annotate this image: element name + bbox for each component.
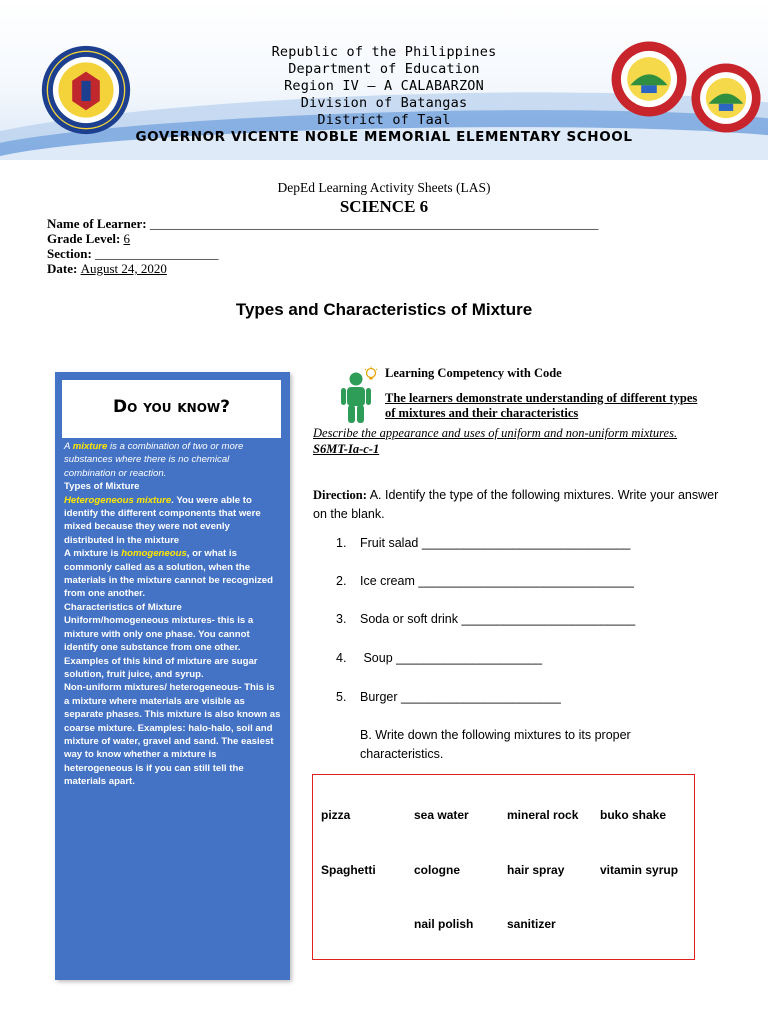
grade-value: 6 xyxy=(123,231,131,246)
characteristics-heading: Characteristics of Mixture xyxy=(64,601,182,613)
word-bank-item: sanitizer xyxy=(507,917,556,931)
competency-description: Describe the appearance and uses of uniform and non-uniform mixtures. S6MT-Ia-c-1 xyxy=(313,426,678,456)
do-you-know-heading: Do you know? xyxy=(113,397,230,417)
word-bank-item: Spaghetti xyxy=(321,863,376,877)
direction-text: Direction: A. Identify the type of the following mixtures. Write your answer on the blank. xyxy=(313,488,719,521)
word-bank-item: buko shake xyxy=(600,808,667,822)
grade-field xyxy=(47,231,130,247)
section-blank[interactable]: ___________________ xyxy=(95,246,219,261)
part-b-instruction: B. Write down the following mixtures to its proper characteristics. xyxy=(360,728,631,761)
heterogeneous-paragraph: Heterogeneous mixture. You were able to identify the different components that were mixed because they were not evenly distributed in the mixture xyxy=(64,494,261,546)
definition-paragraph: A mixture is a combination of two or more substances where there is no chemical combination or reaction. xyxy=(64,441,244,479)
las-title: DepEd Learning Activity Sheets (LAS) xyxy=(277,180,491,195)
word-bank-item: cologne xyxy=(414,863,461,877)
question-item[interactable]: 4. Soup _____________________ xyxy=(336,651,543,665)
word-bank-item: nail polish xyxy=(414,917,474,931)
competency-code: S6MT-Ia-c-1 xyxy=(313,441,380,456)
question-item[interactable]: 1. Fruit salad ______________________________ xyxy=(336,536,631,550)
name-label: Name of Learner: xyxy=(47,216,150,231)
non-uniform-paragraph: Non-uniform mixtures/ heterogeneous- This is a mixture where materials are visible as separate phases. This mixture is also known as coarse mixture. Examples: halo-halo, soil and mixture of water, gravel and sand. The easiest way to know whether a mixture is heterogeneous is if you can still tell the materials apart. xyxy=(64,682,281,788)
competency-title: Learning Competency with Code xyxy=(385,366,562,380)
homogeneous-paragraph: A mixture is homogeneous, or what is commonly called as a solution, when the materials in the mixture cannot be recognized from one another. xyxy=(64,548,273,600)
grade-label: Grade Level: xyxy=(47,231,124,246)
subject-title: SCIENCE 6 xyxy=(339,197,429,216)
question-item[interactable]: 2. Ice cream _______________________________ xyxy=(336,574,634,588)
name-field xyxy=(47,216,598,232)
name-blank[interactable]: _____________________________________________________________________ xyxy=(149,216,599,231)
types-heading: Types of Mixture xyxy=(64,481,140,493)
main-title: Types and Characteristics of Mixture xyxy=(235,300,533,319)
header-region: Region IV – A CALABARZON xyxy=(284,78,484,94)
direction-label: Direction: xyxy=(313,488,367,502)
header-district: District of Taal xyxy=(317,112,451,128)
date-field xyxy=(47,261,167,277)
question-item[interactable]: 3. Soda or soft drink _________________________ xyxy=(336,612,636,626)
word-bank-item: mineral rock xyxy=(507,808,579,822)
date-label: Date: xyxy=(47,261,81,276)
word-bank-item: vitamin syrup xyxy=(600,863,679,877)
header-division: Division of Batangas xyxy=(300,95,468,111)
word-bank-item: pizza xyxy=(321,808,351,822)
school-name: GOVERNOR VICENTE NOBLE MEMORIAL ELEMENTARY SCHOOL xyxy=(135,129,633,145)
header-republic: Republic of the Philippines xyxy=(271,44,497,60)
section-field xyxy=(47,246,219,262)
date-value: August 24, 2020 xyxy=(80,261,167,276)
learner-person-icon xyxy=(337,366,381,424)
header-department: Department of Education xyxy=(288,61,480,77)
section-label: Section: xyxy=(47,246,96,261)
do-you-know-text xyxy=(64,440,282,789)
word-bank-item: sea water xyxy=(414,808,469,822)
competency-body: The learners demonstrate understanding of different types of mixtures and their characteristics xyxy=(385,391,698,420)
uniform-paragraph: Uniform/homogeneous mixtures- this is a mixture with only one phase. You cannot identify one substance from one other. Examples of this kind of mixture are sugar solution, fruit juice, and syrup. xyxy=(64,615,258,680)
question-item[interactable]: 5. Burger _______________________ xyxy=(336,690,561,704)
do-you-know-header-box xyxy=(62,380,281,438)
word-bank-item: hair spray xyxy=(507,863,565,877)
